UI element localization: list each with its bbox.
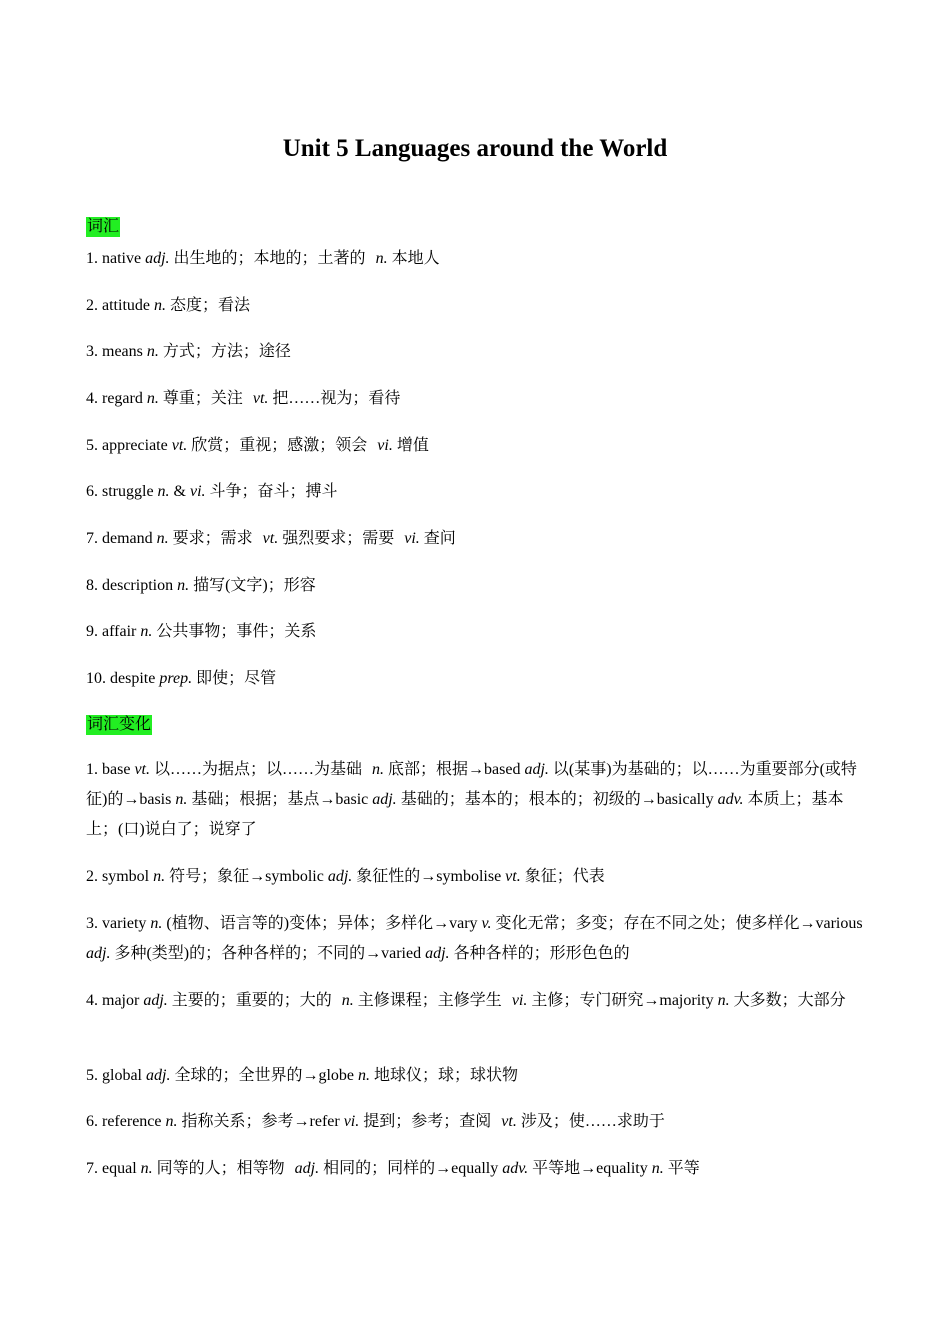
arrow-icon: →	[643, 992, 660, 1009]
word-form-entry: 5. global adj. 全球的；全世界的→globe n. 地球仪；球；球状物	[86, 1067, 519, 1084]
arrow-icon: →	[799, 915, 816, 932]
word-form-entry: 3. variety n. (植物、语言等的)变体；异体；多样化→vary v. 变化无常；多变；存在不同之处；使多样化→various adj. 多种(类型)的；各种各样的；不同的→varied adj. 各种各样的；形形色色的	[86, 915, 863, 962]
arrow-icon: →	[365, 945, 382, 962]
vocab-entry: 6. struggle n. & vi. 斗争；奋斗；搏斗	[86, 483, 338, 500]
word-form-entry: 2. symbol n. 符号；象征→symbolic adj. 象征性的→symbolise vt. 象征；代表	[86, 868, 605, 885]
vocab-entry: 1. native adj. 出生地的；本地的；土著的 n. 本地人	[86, 250, 440, 267]
vocab-entry: 10. despite prep. 即使；尽管	[86, 670, 277, 687]
vocab-entry: 5. appreciate vt. 欣赏；重视；感激；领会 vi. 增值	[86, 437, 429, 454]
section-heading-vocabulary: 词汇	[87, 218, 120, 235]
arrow-icon: →	[302, 1067, 319, 1084]
word-form-entry: 4. major adj. 主要的；重要的；大的 n. 主修课程；主修学生 vi. 主修；专门研究→majority n. 大多数；大部分	[86, 992, 846, 1009]
arrow-icon: →	[433, 915, 450, 932]
vocab-entry: 3. means n. 方式；方法；途径	[86, 343, 291, 360]
arrow-icon: →	[420, 868, 437, 885]
arrow-icon: →	[640, 791, 657, 808]
arrow-icon: →	[123, 791, 140, 808]
section-heading-word-forms: 词汇变化	[87, 716, 152, 733]
arrow-icon: →	[580, 1160, 597, 1177]
arrow-icon: →	[249, 868, 266, 885]
vocab-entry: 9. affair n. 公共事物；事件；关系	[86, 623, 317, 640]
page-title: Unit 5 Languages around the World	[282, 135, 668, 162]
arrow-icon: →	[319, 791, 336, 808]
arrow-icon: →	[435, 1160, 452, 1177]
word-form-entry: 6. reference n. 指称关系；参考→refer vi. 提到；参考；查阅 vt. 涉及；使……求助于	[86, 1113, 665, 1130]
vocab-entry: 8. description n. 描写(文字)；形容	[86, 577, 316, 594]
vocab-entry: 7. demand n. 要求；需求 vt. 强烈要求；需要 vi. 查问	[86, 530, 456, 547]
word-form-entry: 7. equal n. 同等的人；相等物 adj. 相同的；同样的→equally adv. 平等地→equality n. 平等	[86, 1160, 700, 1177]
arrow-icon: →	[293, 1113, 310, 1130]
vocab-entry: 4. regard n. 尊重；关注 vt. 把……视为；看待	[86, 390, 401, 407]
arrow-icon: →	[468, 761, 485, 778]
word-form-entry: 1. base vt. 以……为据点；以……为基础 n. 底部；根据→based adj. 以(某事)为基础的；以……为重要部分(或特征)的→basis n. 基础；根据；基点→basic adj. 基础的；基本的；根本的；初级的→basically adv. 本质上；基本上；(口)说白了；说穿了	[86, 761, 857, 838]
vocab-entry: 2. attitude n. 态度；看法	[86, 297, 250, 314]
